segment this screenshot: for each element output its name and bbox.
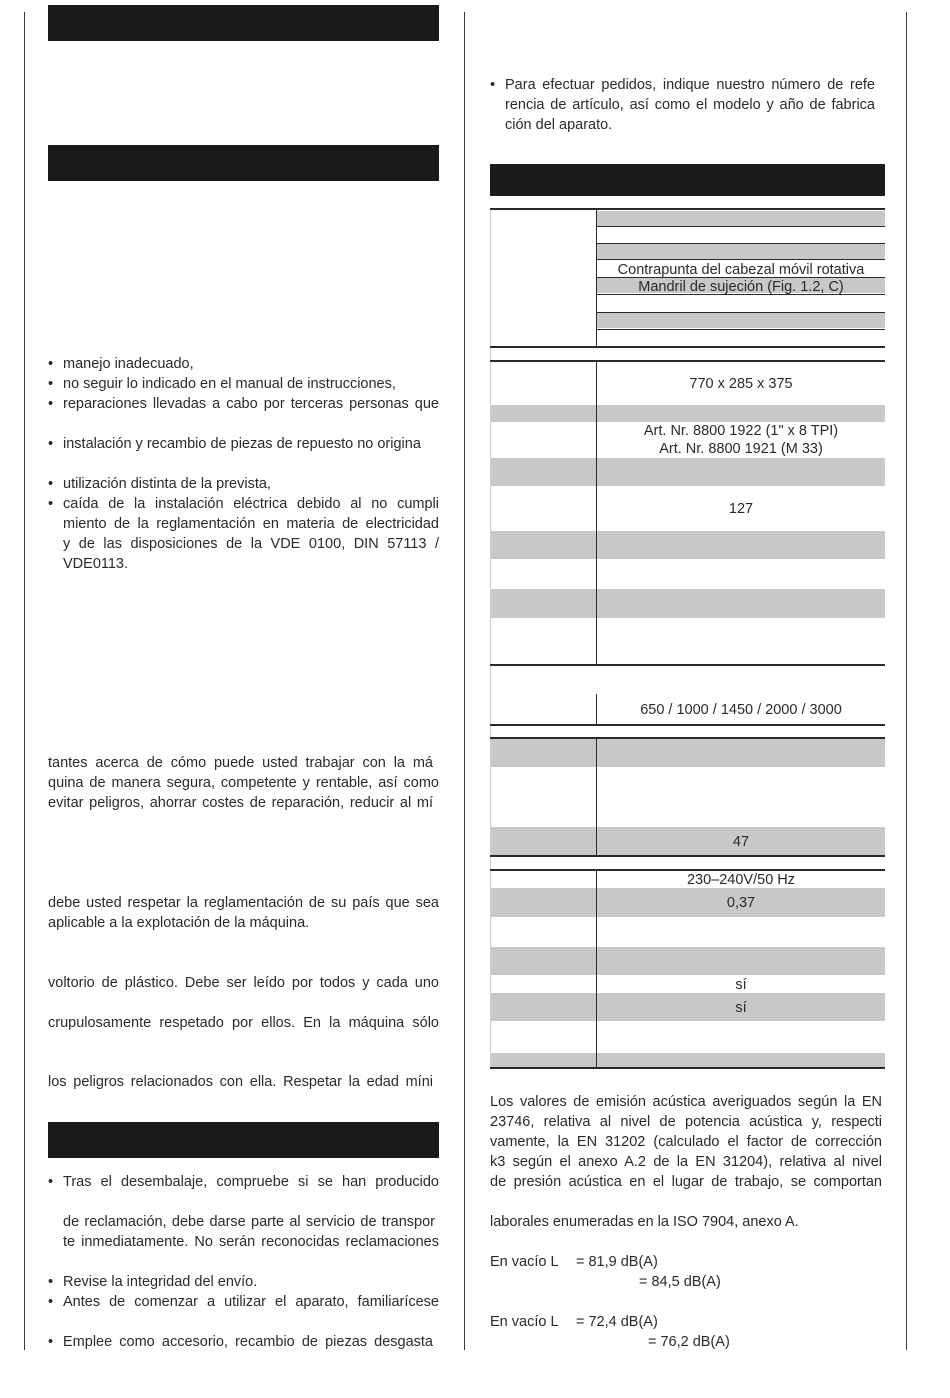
voltage-value: 230–240V/50 Hz — [686, 872, 796, 888]
paragraph-line: laborales enumeradas en la ISO 7904, anexo A. — [490, 1214, 799, 1230]
column-divider — [464, 12, 465, 1350]
list-item: • Revise la integridad del envío. — [48, 1274, 258, 1290]
table-rule — [490, 724, 885, 726]
list-item-continuation: VDE0113. — [63, 556, 129, 572]
section-header-bar-3 — [48, 1122, 439, 1158]
article-number-2: Art. Nr. 8800 1921 (M 33) — [659, 441, 823, 457]
paragraph-line: de presión acústica en el lugar de trabajo, se comportan — [490, 1174, 882, 1190]
paragraph-line: crupulosamente respetado por ellos. En la máquina sólo — [48, 1015, 439, 1031]
technical-data-header-bar — [490, 164, 885, 196]
paragraph-line: aplicable a la explotación de la máquina. — [48, 915, 310, 931]
table-row-rule — [596, 329, 885, 330]
dimensions-value: 770 x 285 x 375 — [689, 376, 793, 392]
list-item: • instalación y recambio de piezas de repuesto no origina — [48, 436, 421, 452]
section-header-bar-1 — [48, 5, 439, 41]
paragraph-line: Los valores de emisión acústica averiguados según la EN — [490, 1094, 882, 1110]
table-rule — [490, 855, 885, 857]
shaded-row — [490, 947, 885, 975]
accessory-tailstock: Contrapunta del cabezal móvil rotativa — [617, 262, 865, 278]
paragraph-line: quina de manera segura, competente y rentable, así como — [48, 775, 439, 791]
paragraph-line: los peligros relacionados con ella. Respetar la edad míni — [48, 1074, 433, 1090]
technical-data-table — [490, 196, 885, 1370]
paragraph-line: evitar peligros, ahorrar costes de reparación, reducir al mí — [48, 795, 433, 811]
noise-value-4: = 76,2 dB(A) — [648, 1334, 730, 1350]
list-item: • Tras el desembalaje, compruebe si se han producido — [48, 1174, 439, 1190]
value-127: 127 — [728, 501, 754, 517]
table-left-rule — [490, 209, 491, 1067]
table-rule — [490, 737, 885, 739]
shaded-row — [490, 1053, 885, 1067]
shaded-row — [490, 405, 885, 422]
list-item-continuation: de reclamación, debe darse parte al servicio de transpor — [63, 1214, 435, 1230]
noise-value-3: = 72,4 dB(A) — [576, 1314, 658, 1330]
shaded-row — [490, 739, 885, 767]
paragraph-line: vamente, la EN 31202 (calculado el factor de corrección — [490, 1134, 882, 1150]
list-item: • Emplee como accesorio, recambio de piezas desgasta — [48, 1334, 433, 1350]
list-item: • utilización distinta de la prevista, — [48, 476, 271, 492]
table-row-rule — [596, 226, 885, 227]
list-item: • no seguir lo indicado en el manual de instrucciones, — [48, 376, 396, 392]
noise-value-1: = 81,9 dB(A) — [576, 1254, 658, 1270]
paragraph-line: k3 según el anexo A.2 de la EN 31204), relativa al nivel — [490, 1154, 882, 1170]
list-item: • caída de la instalación eléctrica debido al no cumpli — [48, 496, 439, 512]
list-item: • manejo inadecuado, — [48, 356, 194, 372]
list-item-continuation: miento de la reglamentación en materia de electricidad — [63, 516, 439, 532]
yes-value-1: sí — [735, 977, 747, 993]
shaded-cell — [597, 313, 885, 328]
table-rule — [490, 346, 885, 348]
paragraph-line: tantes acerca de cómo puede usted trabajar con la má — [48, 755, 433, 771]
table-row-rule — [596, 243, 885, 244]
noise-label-1: En vacío L — [490, 1254, 559, 1270]
order-note-continuation: rencia de artículo, así como el modelo y año de fabrica — [505, 97, 875, 113]
speeds-value: 650 / 1000 / 1450 / 2000 / 3000 — [640, 702, 842, 718]
right-margin-rule — [906, 12, 907, 1350]
table-rule — [490, 1067, 885, 1069]
list-item: • reparaciones llevadas a cabo por terceras personas que — [48, 396, 439, 412]
order-note-continuation: ción del aparato. — [505, 117, 613, 133]
order-note: • Para efectuar pedidos, indique nuestro número de refe — [490, 77, 875, 93]
shaded-row — [490, 589, 885, 618]
list-item: • Antes de comenzar a utilizar el aparato, familiarícese — [48, 1294, 439, 1310]
noise-label-2: En vacío L — [490, 1314, 559, 1330]
table-rule — [490, 664, 885, 666]
weight-value: 47 — [732, 834, 750, 850]
left-margin-rule — [24, 12, 25, 1350]
shaded-row — [490, 458, 885, 486]
table-row-rule — [596, 312, 885, 313]
section-header-bar-2 — [48, 145, 439, 181]
power-value: 0,37 — [726, 895, 756, 911]
shaded-cell — [597, 211, 885, 226]
article-number-1: Art. Nr. 8800 1922 (1" x 8 TPI) — [643, 423, 839, 439]
table-row-rule — [596, 259, 885, 260]
noise-value-2: = 84,5 dB(A) — [639, 1274, 721, 1290]
list-item-continuation: te inmediatamente. No serán reconocidas reclamaciones — [63, 1234, 439, 1250]
shaded-cell — [597, 244, 885, 259]
yes-value-2: sí — [735, 1000, 747, 1016]
table-rule — [490, 208, 885, 210]
list-item-continuation: y de las disposiciones de la VDE 0100, DIN 57113 / — [63, 536, 439, 552]
shaded-row — [490, 531, 885, 559]
paragraph-line: 23746, relativa al nivel de potencia acústica y, respecti — [490, 1114, 882, 1130]
accessory-chuck: Mandril de sujeción (Fig. 1.2, C) — [638, 279, 844, 295]
paragraph-line: voltorio de plástico. Debe ser leído por todos y cada uno — [48, 975, 439, 991]
table-rule — [490, 360, 885, 362]
paragraph-line: debe usted respetar la reglamentación de su país que sea — [48, 895, 439, 911]
